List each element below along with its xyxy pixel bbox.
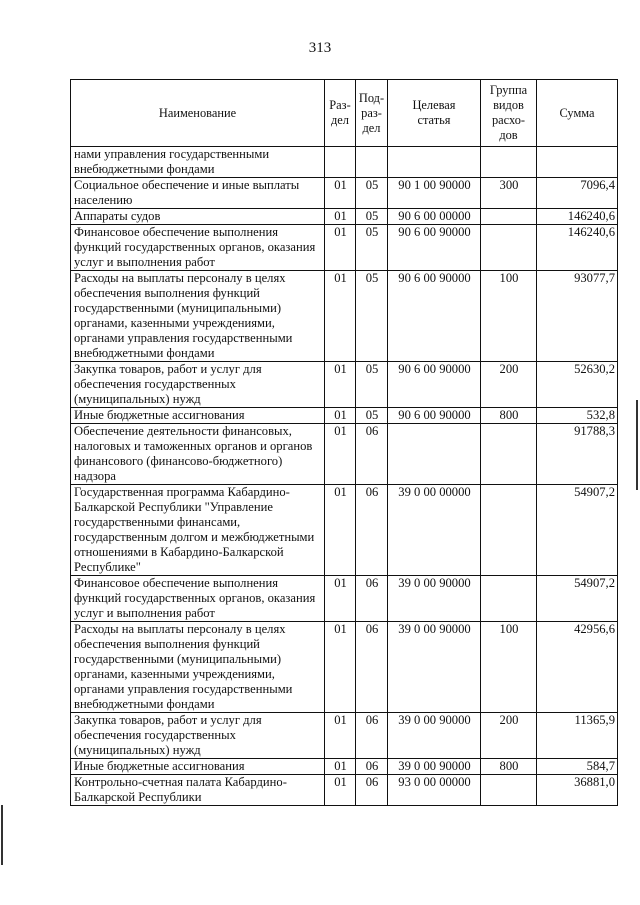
- cell-subsection: 05: [356, 225, 388, 271]
- cell-target-article: 90 6 00 90000: [388, 271, 481, 362]
- cell-name: Обеспечение деятельности финансовых, налоговых и таможенных органов и органов финансового (финансово-бюджетного) надзора: [71, 424, 325, 485]
- cell-subsection: [356, 147, 388, 178]
- margin-mark-left: [1, 805, 3, 865]
- cell-expense-group: 100: [481, 271, 537, 362]
- cell-expense-group: [481, 576, 537, 622]
- cell-target-article: 90 6 00 90000: [388, 225, 481, 271]
- cell-subsection: 06: [356, 713, 388, 759]
- cell-name: Контрольно-счетная палата Кабардино-Балкарской Республики: [71, 775, 325, 806]
- cell-subsection: 05: [356, 209, 388, 225]
- cell-name: Закупка товаров, работ и услуг для обеспечения государственных (муниципальных) нужд: [71, 362, 325, 408]
- table-row: [71, 759, 618, 775]
- cell-expense-group: 200: [481, 362, 537, 408]
- cell-target-article: 90 6 00 00000: [388, 209, 481, 225]
- cell-target-article: 93 0 00 00000: [388, 775, 481, 806]
- cell-section: 01: [325, 485, 356, 576]
- cell-amount: [537, 147, 618, 178]
- header-name: Наименование: [71, 80, 325, 147]
- cell-expense-group: [481, 424, 537, 485]
- margin-mark-right: [636, 400, 638, 490]
- cell-section: 01: [325, 178, 356, 209]
- cell-expense-group: 100: [481, 622, 537, 713]
- page-number: 313: [308, 40, 332, 56]
- cell-section: 01: [325, 622, 356, 713]
- cell-subsection: 06: [356, 775, 388, 806]
- cell-subsection: 05: [356, 178, 388, 209]
- cell-subsection: 06: [356, 485, 388, 576]
- cell-name: Аппараты судов: [71, 209, 325, 225]
- cell-section: 01: [325, 408, 356, 424]
- cell-amount: 52630,2: [537, 362, 618, 408]
- cell-subsection: 05: [356, 408, 388, 424]
- header-target-article: Целевая статья: [388, 80, 481, 147]
- table-row: [71, 271, 618, 362]
- table-row: [71, 713, 618, 759]
- table-row: [71, 147, 618, 178]
- table-row: [71, 775, 618, 806]
- cell-amount: 146240,6: [537, 225, 618, 271]
- cell-amount: 36881,0: [537, 775, 618, 806]
- cell-section: 01: [325, 576, 356, 622]
- table-row: [71, 424, 618, 485]
- cell-target-article: 90 6 00 90000: [388, 408, 481, 424]
- cell-expense-group: [481, 775, 537, 806]
- cell-subsection: 06: [356, 622, 388, 713]
- cell-section: 01: [325, 271, 356, 362]
- table-row: [71, 408, 618, 424]
- header-subsection: Под- раз- дел: [356, 80, 388, 147]
- cell-name: Государственная программа Кабардино-Балкарской Республики "Управление государственными финансами, государственным долгом и межбюджетными отношениями в Кабардино-Балкарской Республике": [71, 485, 325, 576]
- table-row: [71, 622, 618, 713]
- cell-name: Иные бюджетные ассигнования: [71, 759, 325, 775]
- header-section: Раз- дел: [325, 80, 356, 147]
- table-body: [71, 147, 618, 806]
- cell-amount: 54907,2: [537, 576, 618, 622]
- header-amount: Сумма: [537, 80, 618, 147]
- cell-target-article: 90 6 00 90000: [388, 362, 481, 408]
- cell-amount: 54907,2: [537, 485, 618, 576]
- cell-name: Закупка товаров, работ и услуг для обеспечения государственных (муниципальных) нужд: [71, 713, 325, 759]
- table-row: [71, 209, 618, 225]
- cell-name: Иные бюджетные ассигнования: [71, 408, 325, 424]
- cell-name: Финансовое обеспечение выполнения функций государственных органов, оказания услуг и выполнения работ: [71, 576, 325, 622]
- table-row: [71, 225, 618, 271]
- cell-target-article: 39 0 00 00000: [388, 485, 481, 576]
- cell-amount: 146240,6: [537, 209, 618, 225]
- cell-target-article: [388, 424, 481, 485]
- cell-section: 01: [325, 775, 356, 806]
- cell-amount: 7096,4: [537, 178, 618, 209]
- cell-subsection: 06: [356, 576, 388, 622]
- table-row: [71, 485, 618, 576]
- table-header-row: [71, 80, 618, 147]
- cell-target-article: [388, 147, 481, 178]
- cell-amount: 584,7: [537, 759, 618, 775]
- cell-section: 01: [325, 225, 356, 271]
- table-row: [71, 362, 618, 408]
- cell-expense-group: [481, 485, 537, 576]
- table-row: [71, 576, 618, 622]
- cell-target-article: 39 0 00 90000: [388, 713, 481, 759]
- cell-expense-group: [481, 209, 537, 225]
- cell-expense-group: 800: [481, 408, 537, 424]
- cell-expense-group: 300: [481, 178, 537, 209]
- cell-subsection: 06: [356, 424, 388, 485]
- cell-name: Социальное обеспечение и иные выплаты населению: [71, 178, 325, 209]
- cell-amount: 11365,9: [537, 713, 618, 759]
- cell-section: 01: [325, 713, 356, 759]
- cell-expense-group: 800: [481, 759, 537, 775]
- cell-amount: 42956,6: [537, 622, 618, 713]
- cell-section: 01: [325, 424, 356, 485]
- cell-name: Расходы на выплаты персоналу в целях обеспечения выполнения функций государственными (муниципальными) органами, казенными учреждениями, органами управления государственными внебюджетными фондами: [71, 271, 325, 362]
- cell-target-article: 39 0 00 90000: [388, 622, 481, 713]
- cell-section: 01: [325, 362, 356, 408]
- cell-section: [325, 147, 356, 178]
- cell-amount: 93077,7: [537, 271, 618, 362]
- cell-section: 01: [325, 759, 356, 775]
- cell-subsection: 05: [356, 362, 388, 408]
- table-row: [71, 178, 618, 209]
- cell-name: Расходы на выплаты персоналу в целях обеспечения выполнения функций государственными (муниципальными) органами, казенными учреждениями, органами управления государственными внебюджетными фондами: [71, 622, 325, 713]
- cell-subsection: 05: [356, 271, 388, 362]
- cell-expense-group: [481, 225, 537, 271]
- cell-section: 01: [325, 209, 356, 225]
- cell-amount: 532,8: [537, 408, 618, 424]
- cell-target-article: 39 0 00 90000: [388, 759, 481, 775]
- cell-expense-group: 200: [481, 713, 537, 759]
- cell-name: нами управления государственными внебюджетными фондами: [71, 147, 325, 178]
- cell-subsection: 06: [356, 759, 388, 775]
- cell-expense-group: [481, 147, 537, 178]
- budget-table: [70, 79, 618, 806]
- cell-target-article: 39 0 00 90000: [388, 576, 481, 622]
- cell-target-article: 90 1 00 90000: [388, 178, 481, 209]
- cell-amount: 91788,3: [537, 424, 618, 485]
- header-expense-group: Группа видов расхо- дов: [481, 80, 537, 147]
- cell-name: Финансовое обеспечение выполнения функций государственных органов, оказания услуг и выполнения работ: [71, 225, 325, 271]
